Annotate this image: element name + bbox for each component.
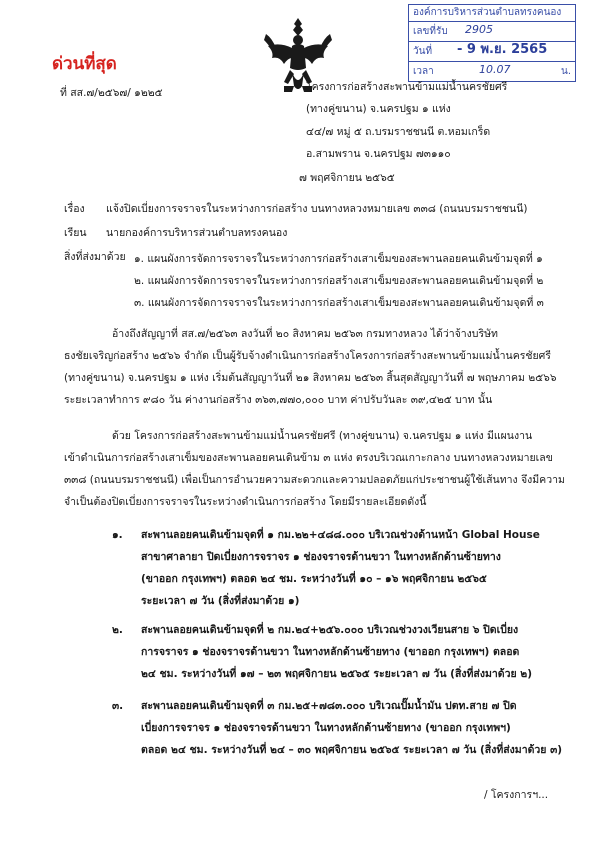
stamp-value: - 9 พ.ย. 2565 — [457, 42, 548, 57]
document-number: ที่ สส.๗/๒๕๖๗/ ๑๒๒๕ — [60, 87, 163, 99]
point-number: ๓. — [112, 700, 124, 712]
sender-line: อ.สามพราน จ.นครปฐม ๗๓๑๑๐ — [306, 148, 451, 160]
continuation-note: / โครงการฯ... — [484, 789, 549, 801]
stamp-label: วันที่ — [413, 46, 433, 57]
stamp-label: เวลา — [413, 66, 434, 77]
point-line: สะพานลอยคนเดินข้ามจุดที่ ๓ กม.๒๕+๗๘๓.๐๐๐ บริเวณปั๊มน้ำมัน ปตท.สาย ๗ ปิด — [141, 700, 517, 712]
sender-line: ๔๔/๗ หมู่ ๕ ถ.บรมราชชนนี ต.หอมเกร็ด — [306, 126, 491, 138]
stamp-org: องค์การบริหารส่วนตำบลทรงคนอง — [409, 5, 575, 22]
paragraph1-line: ธงชัยเจริญก่อสร้าง ๒๕๖๖ จำกัด เป็นผู้รับจ้างดำเนินการก่อสร้างโครงการก่อสร้างสะพานข้ามแม่น้ำนครชัยศรี — [64, 350, 551, 362]
enclosure-label: สิ่งที่ส่งมาด้วย — [64, 251, 126, 263]
letter-date: ๗ พฤศจิกายน ๒๕๖๕ — [299, 172, 395, 184]
stamp-value: 2905 — [465, 23, 493, 36]
receipt-stamp — [408, 4, 576, 82]
stamp-row-number — [409, 22, 575, 42]
point-line: ตลอด ๒๔ ชม. ระหว่างวันที่ ๒๔ – ๓๐ พฤศจิกายน ๒๕๖๕ ระยะเวลา ๗ วัน (สิ่งที่ส่งมาด้วย ๓) — [141, 744, 563, 756]
point-line: สะพานลอยคนเดินข้ามจุดที่ ๒ กม.๒๔+๒๕๖.๐๐๐ บริเวณช่วงวงเวียนสาย ๖ ปิดเบี่ยง — [141, 624, 519, 636]
subject-text: แจ้งปิดเบี่ยงการจราจรในระหว่างการก่อสร้าง บนทางหลวงหมายเลข ๓๓๘ (ถนนบรมราชชนนี) — [106, 203, 528, 215]
point-line: ๒๔ ชม. ระหว่างวันที่ ๑๗ – ๒๓ พฤศจิกายน ๒๕๖๕ ระยะเวลา ๗ วัน (สิ่งที่ส่งมาด้วย ๒) — [141, 668, 533, 680]
subject-label: เรื่อง — [64, 203, 85, 215]
point-number: ๑. — [112, 529, 123, 541]
paragraph2-line: จำเป็นต้องปิดเบี่ยงการจราจรในระหว่างดำเนินการก่อสร้าง โดยมีรายละเอียดดังนี้ — [64, 496, 427, 508]
paragraph2-line: ๓๓๘ (ถนนบรมราชชนนี) เพื่อเป็นการอำนวยความสะดวกและความปลอดภัยแก่ประชาชนผู้ใช้เส้นทาง จึงมีความ — [64, 474, 565, 486]
stamp-row-time — [409, 62, 575, 81]
paragraph2-line: ด้วย โครงการก่อสร้างสะพานข้ามแม่น้ำนครชัยศรี (ทางคู่ขนาน) จ.นครปฐม ๑ แห่ง มีแผนงาน — [112, 430, 533, 442]
stamp-unit: น. — [560, 66, 571, 77]
enclosure-item: ๑. แผนผังการจัดการจราจรในระหว่างการก่อสร้างเสาเข็มของสะพานลอยคนเดินข้ามจุดที่ ๑ — [134, 253, 543, 265]
point-line: สะพานลอยคนเดินข้ามจุดที่ ๑ กม.๒๒+๔๘๘.๐๐๐ บริเวณช่วงด้านหน้า Global House — [141, 529, 540, 541]
sender-line: โครงการก่อสร้างสะพานข้ามแม่น้ำนครชัยศรี — [306, 81, 508, 93]
point-line: ระยะเวลา ๗ วัน (สิ่งที่ส่งมาด้วย ๑) — [141, 595, 300, 607]
stamp-row-date — [409, 42, 575, 62]
to-label: เรียน — [64, 227, 87, 239]
sender-line: (ทางคู่ขนาน) จ.นครปฐม ๑ แห่ง — [306, 103, 451, 115]
enclosure-item: ๓. แผนผังการจัดการจราจรในระหว่างการก่อสร้างเสาเข็มของสะพานลอยคนเดินข้ามจุดที่ ๓ — [134, 297, 544, 309]
point-line: สาขาศาลายา ปิดเบี่ยงการจราจร ๑ ช่องจราจรด้านขวา ในทางหลักด้านซ้ายทาง — [141, 551, 501, 563]
urgent-heading: ด่วนที่สุด — [52, 54, 117, 74]
stamp-value: 10.07 — [479, 63, 511, 76]
paragraph1-line: ระยะเวลาทำการ ๙๘๐ วัน ค่างานก่อสร้าง ๓๖๓,๗๗๐,๐๐๐ บาท ค่าปรับวันละ ๓๙,๔๒๕ บาท นั้น — [64, 394, 493, 406]
paragraph1-line: (ทางคู่ขนาน) จ.นครปฐม ๑ แห่ง เริ่มต้นสัญญาวันที่ ๒๑ สิงหาคม ๒๕๖๓ สิ้นสุดสัญญาวันที่ ๗ พฤษภาคม ๒๕๖๖ — [64, 372, 557, 384]
paragraph2-line: เข้าดำเนินการก่อสร้างเสาเข็มของสะพานลอยคนเดินข้าม ๓ แห่ง ตรงบริเวณเกาะกลาง บนทางหลวงหมายเลข — [64, 452, 553, 464]
enclosure-item: ๒. แผนผังการจัดการจราจรในระหว่างการก่อสร้างเสาเข็มของสะพานลอยคนเดินข้ามจุดที่ ๒ — [134, 275, 544, 287]
point-line: การจราจร ๑ ช่องจราจรด้านขวา ในทางหลักด้านซ้ายทาง (ขาออก กรุงเทพฯ) ตลอด — [141, 646, 520, 658]
point-line: เบี่ยงการจราจร ๑ ช่องจราจรด้านขวา ในทางหลักด้านซ้ายทาง (ขาออก กรุงเทพฯ) — [141, 722, 511, 734]
point-line: (ขาออก กรุงเทพฯ) ตลอด ๒๔ ชม. ระหว่างวันที่ ๑๐ – ๑๖ พฤศจิกายน ๒๕๖๕ — [141, 573, 487, 585]
point-number: ๒. — [112, 624, 123, 636]
to-text: นายกองค์การบริหารส่วนตำบลทรงคนอง — [106, 227, 288, 239]
stamp-label: เลขที่รับ — [413, 26, 448, 37]
paragraph1-line: อ้างถึงสัญญาที่ สส.๗/๒๕๖๓ ลงวันที่ ๒๐ สิงหาคม ๒๕๖๓ กรมทางหลวง ได้ว่าจ้างบริษัท — [112, 328, 498, 340]
